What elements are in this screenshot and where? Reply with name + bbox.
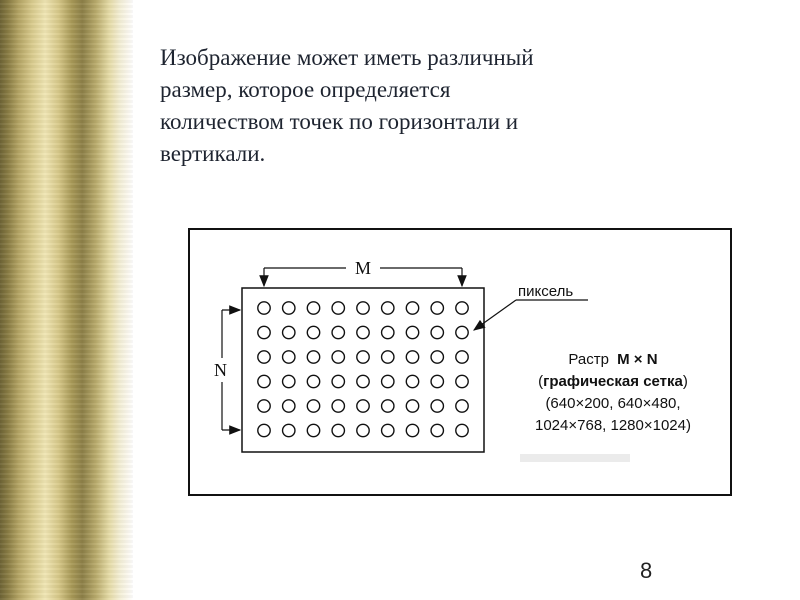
- raster-figure-frame: [188, 228, 732, 496]
- pixel-dot: [382, 326, 394, 338]
- pixel-dot: [258, 400, 270, 412]
- pixel-dot: [283, 375, 295, 387]
- raster-caption-line-2: [538, 373, 688, 390]
- pixel-dot: [431, 326, 443, 338]
- pixel-dot: [283, 302, 295, 314]
- pixel-dot: [357, 326, 369, 338]
- pixel-dot: [332, 302, 344, 314]
- pixel-dot: [382, 400, 394, 412]
- pixel-dot: [332, 375, 344, 387]
- pixel-dot: [258, 326, 270, 338]
- pixel-dot: [382, 302, 394, 314]
- pixel-dot: [283, 326, 295, 338]
- pixel-dot: [382, 424, 394, 436]
- grid-label-close: ): [682, 373, 688, 390]
- pixel-dot: [258, 351, 270, 363]
- pixel-dot: [258, 424, 270, 436]
- pixel-label: пиксель: [518, 283, 574, 300]
- pixel-dot: [357, 375, 369, 387]
- text-line-4: вертикали.: [160, 141, 266, 166]
- pixel-dot: [283, 351, 295, 363]
- grid-label-bold: графическая сетка: [543, 373, 683, 390]
- pixel-dot: [357, 302, 369, 314]
- raster-formula: M × N: [617, 351, 658, 368]
- pixel-dot: [382, 375, 394, 387]
- pixel-dot: [456, 302, 468, 314]
- pixel-dot: [332, 424, 344, 436]
- pixel-dot: [431, 351, 443, 363]
- pixel-dot: [456, 326, 468, 338]
- raster-diagram: [190, 230, 730, 494]
- pixel-dot: [307, 302, 319, 314]
- pixel-dot: [431, 375, 443, 387]
- m-dimension-label: M: [354, 258, 372, 278]
- pixel-dot: [357, 424, 369, 436]
- pixel-dot: [406, 424, 418, 436]
- pixel-dot: [283, 424, 295, 436]
- pixel-dot: [307, 375, 319, 387]
- text-line-2: размер, которое определяется: [160, 77, 451, 102]
- pixel-dot: [406, 400, 418, 412]
- pixel-dot: [332, 326, 344, 338]
- pixel-dot: [357, 400, 369, 412]
- resolutions-line-2: 1024×768, 1280×1024): [535, 417, 691, 434]
- n-dimension-label: N: [214, 360, 227, 380]
- decorative-side-bar: [0, 0, 133, 600]
- slide-body-text: [160, 42, 720, 170]
- pixel-dot: [283, 400, 295, 412]
- pixel-dot: [332, 351, 344, 363]
- pixel-dot: [307, 351, 319, 363]
- text-line-1: Изображение может иметь различный: [160, 45, 534, 70]
- pixel-dot: [406, 326, 418, 338]
- pixel-dot: [406, 302, 418, 314]
- pixel-dot: [357, 351, 369, 363]
- pixel-dot: [307, 424, 319, 436]
- text-line-3: количеством точек по горизонтали и: [160, 109, 519, 134]
- resolutions-line-1: (640×200, 640×480,: [545, 395, 681, 412]
- pixel-dot: [382, 351, 394, 363]
- pixel-dot: [307, 400, 319, 412]
- pixel-dot: [456, 375, 468, 387]
- pixel-dot: [456, 400, 468, 412]
- pixel-dot: [332, 400, 344, 412]
- page-number: 8: [640, 558, 653, 583]
- scan-artifact: [520, 454, 630, 462]
- raster-caption-line-1: [568, 351, 657, 368]
- pixel-dot: [456, 424, 468, 436]
- raster-prefix: Растр: [568, 351, 609, 368]
- pixel-dot: [431, 400, 443, 412]
- pixel-dot: [406, 351, 418, 363]
- pixel-dot: [258, 302, 270, 314]
- pixel-dot: [406, 375, 418, 387]
- pixel-dot: [258, 375, 270, 387]
- pixel-dot: [431, 302, 443, 314]
- pixel-dot: [456, 351, 468, 363]
- pixel-dot: [307, 326, 319, 338]
- pixel-dot: [431, 424, 443, 436]
- grid-label-open: (: [538, 373, 544, 390]
